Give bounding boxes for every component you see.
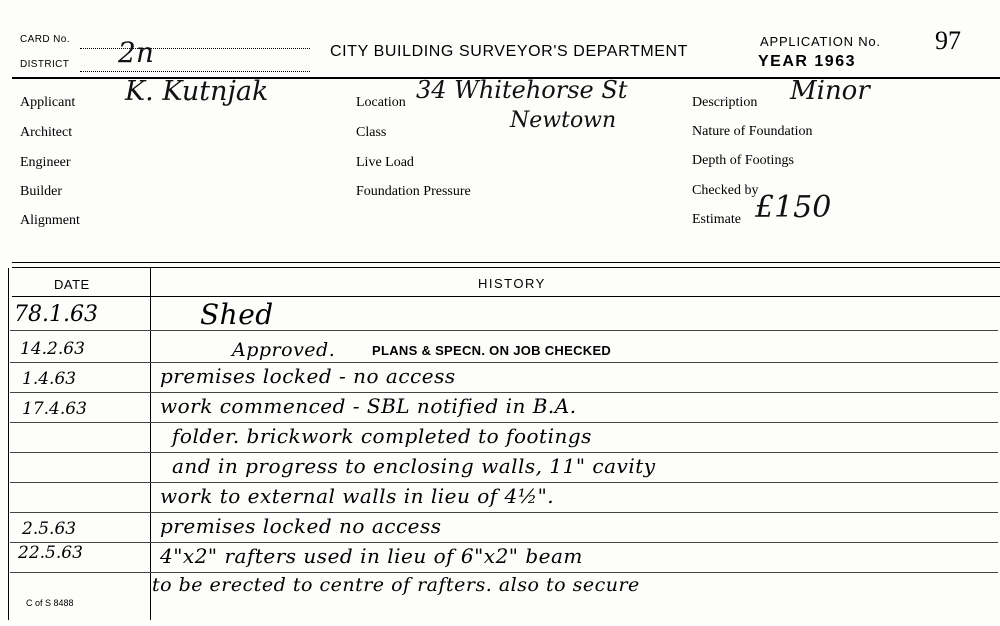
history-line-shed: Shed [200, 298, 274, 331]
district-label: DISTRICT [20, 59, 70, 70]
left-border [8, 268, 9, 620]
date-entry-2: 14.2.63 [20, 339, 85, 359]
checked-by-label: Checked by [692, 183, 759, 198]
estimate-value: £150 [755, 190, 832, 225]
date-column-divider [150, 268, 151, 620]
estimate-label: Estimate [692, 212, 741, 227]
location-label: Location [356, 95, 406, 110]
date-entry-6: 22.5.63 [18, 543, 83, 563]
depth-of-footings-label: Depth of Footings [692, 153, 794, 168]
date-header: DATE [54, 277, 90, 292]
ruled-line-7 [10, 512, 998, 513]
description-value: Minor [790, 76, 870, 106]
history-line-5: and in progress to enclosing walls, 11" cavity [172, 454, 656, 478]
date-entry-5: 2.5.63 [22, 519, 77, 539]
date-entry-3: 1.4.63 [22, 369, 77, 389]
date-entry-4: 17.4.63 [22, 399, 87, 419]
section-rule-top [12, 262, 1000, 263]
date-entry-1: 78.1.63 [14, 302, 98, 327]
district-rule [80, 71, 310, 72]
department-title: CITY BUILDING SURVEYOR'S DEPARTMENT [330, 43, 689, 60]
ruled-line-9 [10, 572, 998, 573]
application-label: APPLICATION No. [760, 34, 881, 49]
card-no-label: CARD No. [20, 34, 70, 45]
location-value: 34 Whitehorse St [416, 76, 628, 104]
history-line-8: 4"x2" rafters used in lieu of 6"x2" beam [160, 544, 583, 568]
application-number: 97 [935, 26, 961, 55]
ruled-line-5 [10, 452, 998, 453]
ruled-line-6 [10, 482, 998, 483]
class-label: Class [356, 125, 387, 140]
nature-of-foundation-label: Nature of Foundation [692, 124, 813, 139]
description-label: Description [692, 95, 758, 110]
engineer-label: Engineer [20, 155, 71, 170]
history-line-6: work to external walls in lieu of 4½". [160, 484, 555, 508]
class-value: Newtown [510, 108, 617, 133]
ruled-line-3 [10, 392, 998, 393]
applicant-value: K. Kutnjak [125, 76, 269, 107]
live-load-label: Live Load [356, 155, 414, 170]
ruled-line-2 [10, 362, 998, 363]
form-code: C of S 8488 [26, 598, 74, 608]
plans-checked-stamp: PLANS & SPECN. ON JOB CHECKED [372, 343, 612, 358]
ruled-line-4 [10, 422, 998, 423]
ruled-line-8 [10, 542, 998, 543]
history-line-4: folder. brickwork completed to footings [172, 424, 592, 448]
history-header-rule [12, 296, 1000, 297]
history-header: HISTORY [478, 276, 546, 291]
alignment-label: Alignment [20, 213, 80, 228]
history-line-2: premises locked - no access [160, 364, 456, 388]
card-no-rule [80, 48, 310, 49]
ruled-line-1 [10, 330, 998, 331]
builder-label: Builder [20, 184, 62, 199]
district-value: 2n [118, 36, 154, 69]
history-line-7: premises locked no access [160, 514, 442, 538]
history-line-9: to be erected to centre of rafters. also to secure [152, 574, 640, 596]
foundation-pressure-label: Foundation Pressure [356, 184, 471, 199]
applicant-label: Applicant [20, 95, 76, 110]
architect-label: Architect [20, 125, 73, 140]
approved-text: Approved. [232, 339, 336, 361]
year-label: YEAR 1963 [758, 53, 856, 70]
history-line-3: work commenced - SBL notified in B.A. [160, 394, 577, 418]
section-rule-bottom [12, 267, 1000, 268]
